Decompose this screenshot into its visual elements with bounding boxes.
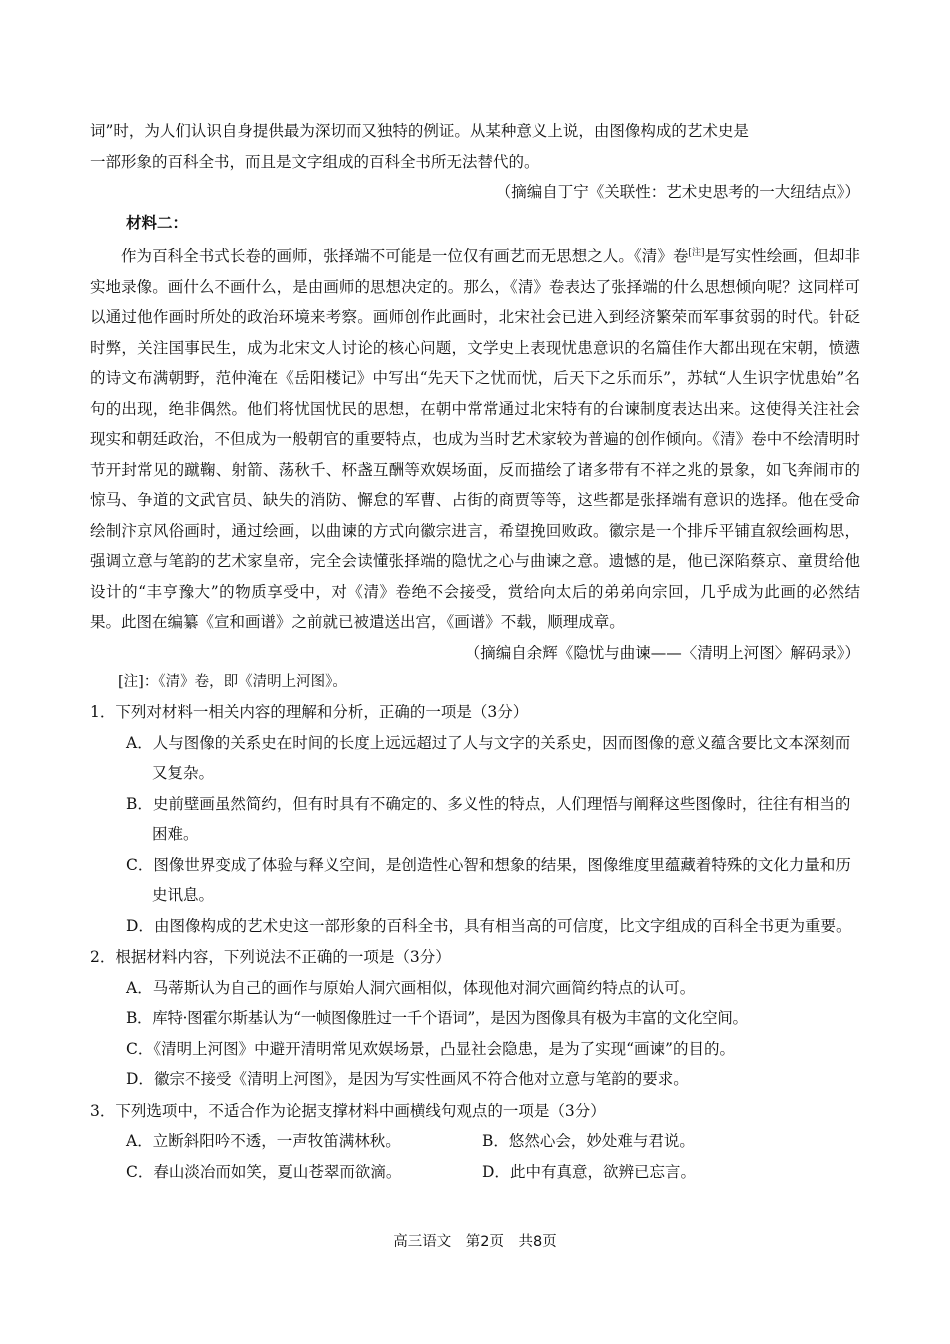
- material2-text-start: 作为百科全书式长卷的画师，张择端不可能是一位仅有画艺而无思想之人。《清》卷: [121, 247, 689, 266]
- question-1-option-d[interactable]: [90, 911, 860, 942]
- material2-label: 材料二：: [126, 212, 189, 232]
- option-letter: A．: [126, 733, 153, 752]
- page-content: [90, 116, 860, 1187]
- option-letter: A．: [126, 978, 153, 997]
- question-3-option-c[interactable]: [126, 1157, 482, 1188]
- material2-text-rest: 是写实性绘画，但却非实地录像。画什么不画什么，是由画师的思想决定的。那么，《清》卷表达了张择端的什么思想倾向呢？这同样可以通过他作画时所处的政治环境来考察。画师创作此画时，北宋社会已进入到经济繁荣而军事贫弱的时代。针砭时弊，关注国事民生，成为北宋文人讨论的核心问题，文学史上表现忧患意识的名篇佳作大都出现在宋朝，愤懑的诗文布满朝野，范仲淹在《岳阳楼记》中写出“先天下之忧而忧，后天下之乐而乐”，苏轼“人生识字忧患始”名句的出现，绝非偶然。他们将忧国忧民的思想，在朝中常常通过北宋特有的台谏制度表达出来。这使得关注社会现实和朝廷政治，不但成为一般朝官的重要特点，也成为当时艺术家较为普遍的创作倾向。《清》卷中不绘清明时节开封常见的蹴鞠、射箭、荡秋千、杯盏互酬等欢娱场面，反而描绘了诸多带有不祥之兆的景象，如飞奔闹市的惊马、争道的文武官员、缺失的消防、懈怠的军曹、占街的商贾等等，这些都是张择端有意识的选择。他在受命绘制汴京风俗画时，通过绘画，以曲谏的方式向徽宗进言，希望挽回败政。徽宗是一个排斥平铺直叙绘画构思，强调立意与笔韵的艺术家皇帝，完全会读懂张择端的隐忧之心与曲谏之意。遗憾的是，他已深陷蔡京、童贯给他设计的“丰亨豫大”的物质享受中，对《清》卷绝不会接受，赏给向太后的弟弟向宗回，几乎成为此画的必然结果。此图在编纂《宣和画谱》之前就已被遣送出宫，《画谱》不载，顺理成章。: [90, 247, 860, 632]
- option-text: 库特·图霍尔斯基认为“一帧图像胜过一千个语词”，是因为图像具有极为丰富的文化空间。: [152, 1009, 748, 1028]
- option-text: 马蒂斯认为自己的画作与原始人洞穴画相似，体现他对洞穴画简约特点的认可。: [152, 978, 696, 997]
- option-letter: C．: [126, 855, 154, 874]
- option-text: 立断斜阳吟不透，一声牧笛满林秋。: [152, 1132, 401, 1151]
- option-text: 由图像构成的艺术史这一部形象的百科全书，具有相当高的可信度，比文字组成的百科全书更为重要。: [153, 916, 852, 935]
- question-3-row-2: [90, 1157, 860, 1188]
- option-text: 史前壁画虽然简约，但有时具有不确定的、多义性的特点，人们理悟与阐释这些图像时，往往有相当的困难。: [152, 794, 851, 844]
- option-letter: B．: [126, 1009, 153, 1028]
- page-footer: 高三语文 第2页 共8页: [393, 1234, 557, 1250]
- option-letter: A．: [126, 1132, 153, 1151]
- question-1-option-a[interactable]: [90, 728, 860, 789]
- option-letter: D．: [482, 1162, 510, 1181]
- option-letter: B．: [126, 794, 153, 813]
- option-letter: D．: [126, 1070, 154, 1089]
- question-1-option-b[interactable]: [90, 789, 860, 850]
- question-2-option-b[interactable]: [90, 1003, 860, 1034]
- question-3-stem: 3．下列选项中，不适合作为论据支撑材料中画横线句观点的一项是（3分）: [90, 1101, 606, 1120]
- option-letter: C．: [126, 1162, 154, 1181]
- option-letter: C．: [126, 1039, 154, 1058]
- note-marker: [注]: [688, 248, 705, 258]
- option-letter: B．: [482, 1132, 509, 1151]
- question-1-stem: 1．下列对材料一相关内容的理解和分析，正确的一项是（3分）: [90, 703, 529, 722]
- question-1-option-c[interactable]: [90, 850, 860, 911]
- intro-line-2: 一部形象的百科全书，而且是文字组成的百科全书所无法替代的。: [90, 152, 540, 171]
- option-text: 图像世界变成了体验与释义空间，是创造性心智和想象的结果，图像维度里蕴藏着特殊的文化力量和历史讯息。: [152, 855, 851, 905]
- material2-paragraph: [90, 238, 860, 638]
- question-3-option-a[interactable]: [126, 1126, 482, 1157]
- option-text: 悠然心会，妙处难与君说。: [508, 1132, 695, 1151]
- source-citation-2: （摘编自余辉《隐忧与曲谏——〈清明上河图〉解码录》）: [464, 643, 860, 662]
- question-2-option-a[interactable]: [90, 973, 860, 1004]
- option-text: 人与图像的关系史在时间的长度上远远超过了人与文字的关系史，因而图像的意义蕴含要比文本深刻而又复杂。: [152, 733, 851, 783]
- question-2-option-d[interactable]: [90, 1064, 860, 1095]
- question-3-option-d[interactable]: [482, 1157, 838, 1188]
- question-2-option-c[interactable]: [90, 1034, 860, 1065]
- option-text: 此中有真意，欲辨已忘言。: [509, 1162, 696, 1181]
- option-text: 徽宗不接受《清明上河图》，是因为写实性画风不符合他对立意与笔韵的要求。: [153, 1070, 689, 1089]
- question-3-row-1: [90, 1126, 860, 1157]
- question-3-option-b[interactable]: [482, 1126, 838, 1157]
- option-text: 春山淡冶而如笑，夏山苍翠而欲滴。: [153, 1162, 402, 1181]
- intro-line-1: 词”时，为人们认识自身提供最为深切而又独特的例证。从某种意义上说，由图像构成的艺术史是: [90, 122, 749, 140]
- question-2-stem: 2．根据材料内容，下列说法不正确的一项是（3分）: [90, 948, 451, 967]
- footnote: [注]：《清》卷，即《清明上河图》。: [118, 674, 347, 691]
- option-letter: D．: [126, 916, 154, 935]
- option-text: 《清明上河图》中避开清明常见欢娱场景，凸显社会隐患，是为了实现“画谏”的目的。: [153, 1039, 735, 1058]
- source-citation-1: （摘编自丁宁《关联性：艺术史思考的一大纽结点》）: [495, 183, 860, 201]
